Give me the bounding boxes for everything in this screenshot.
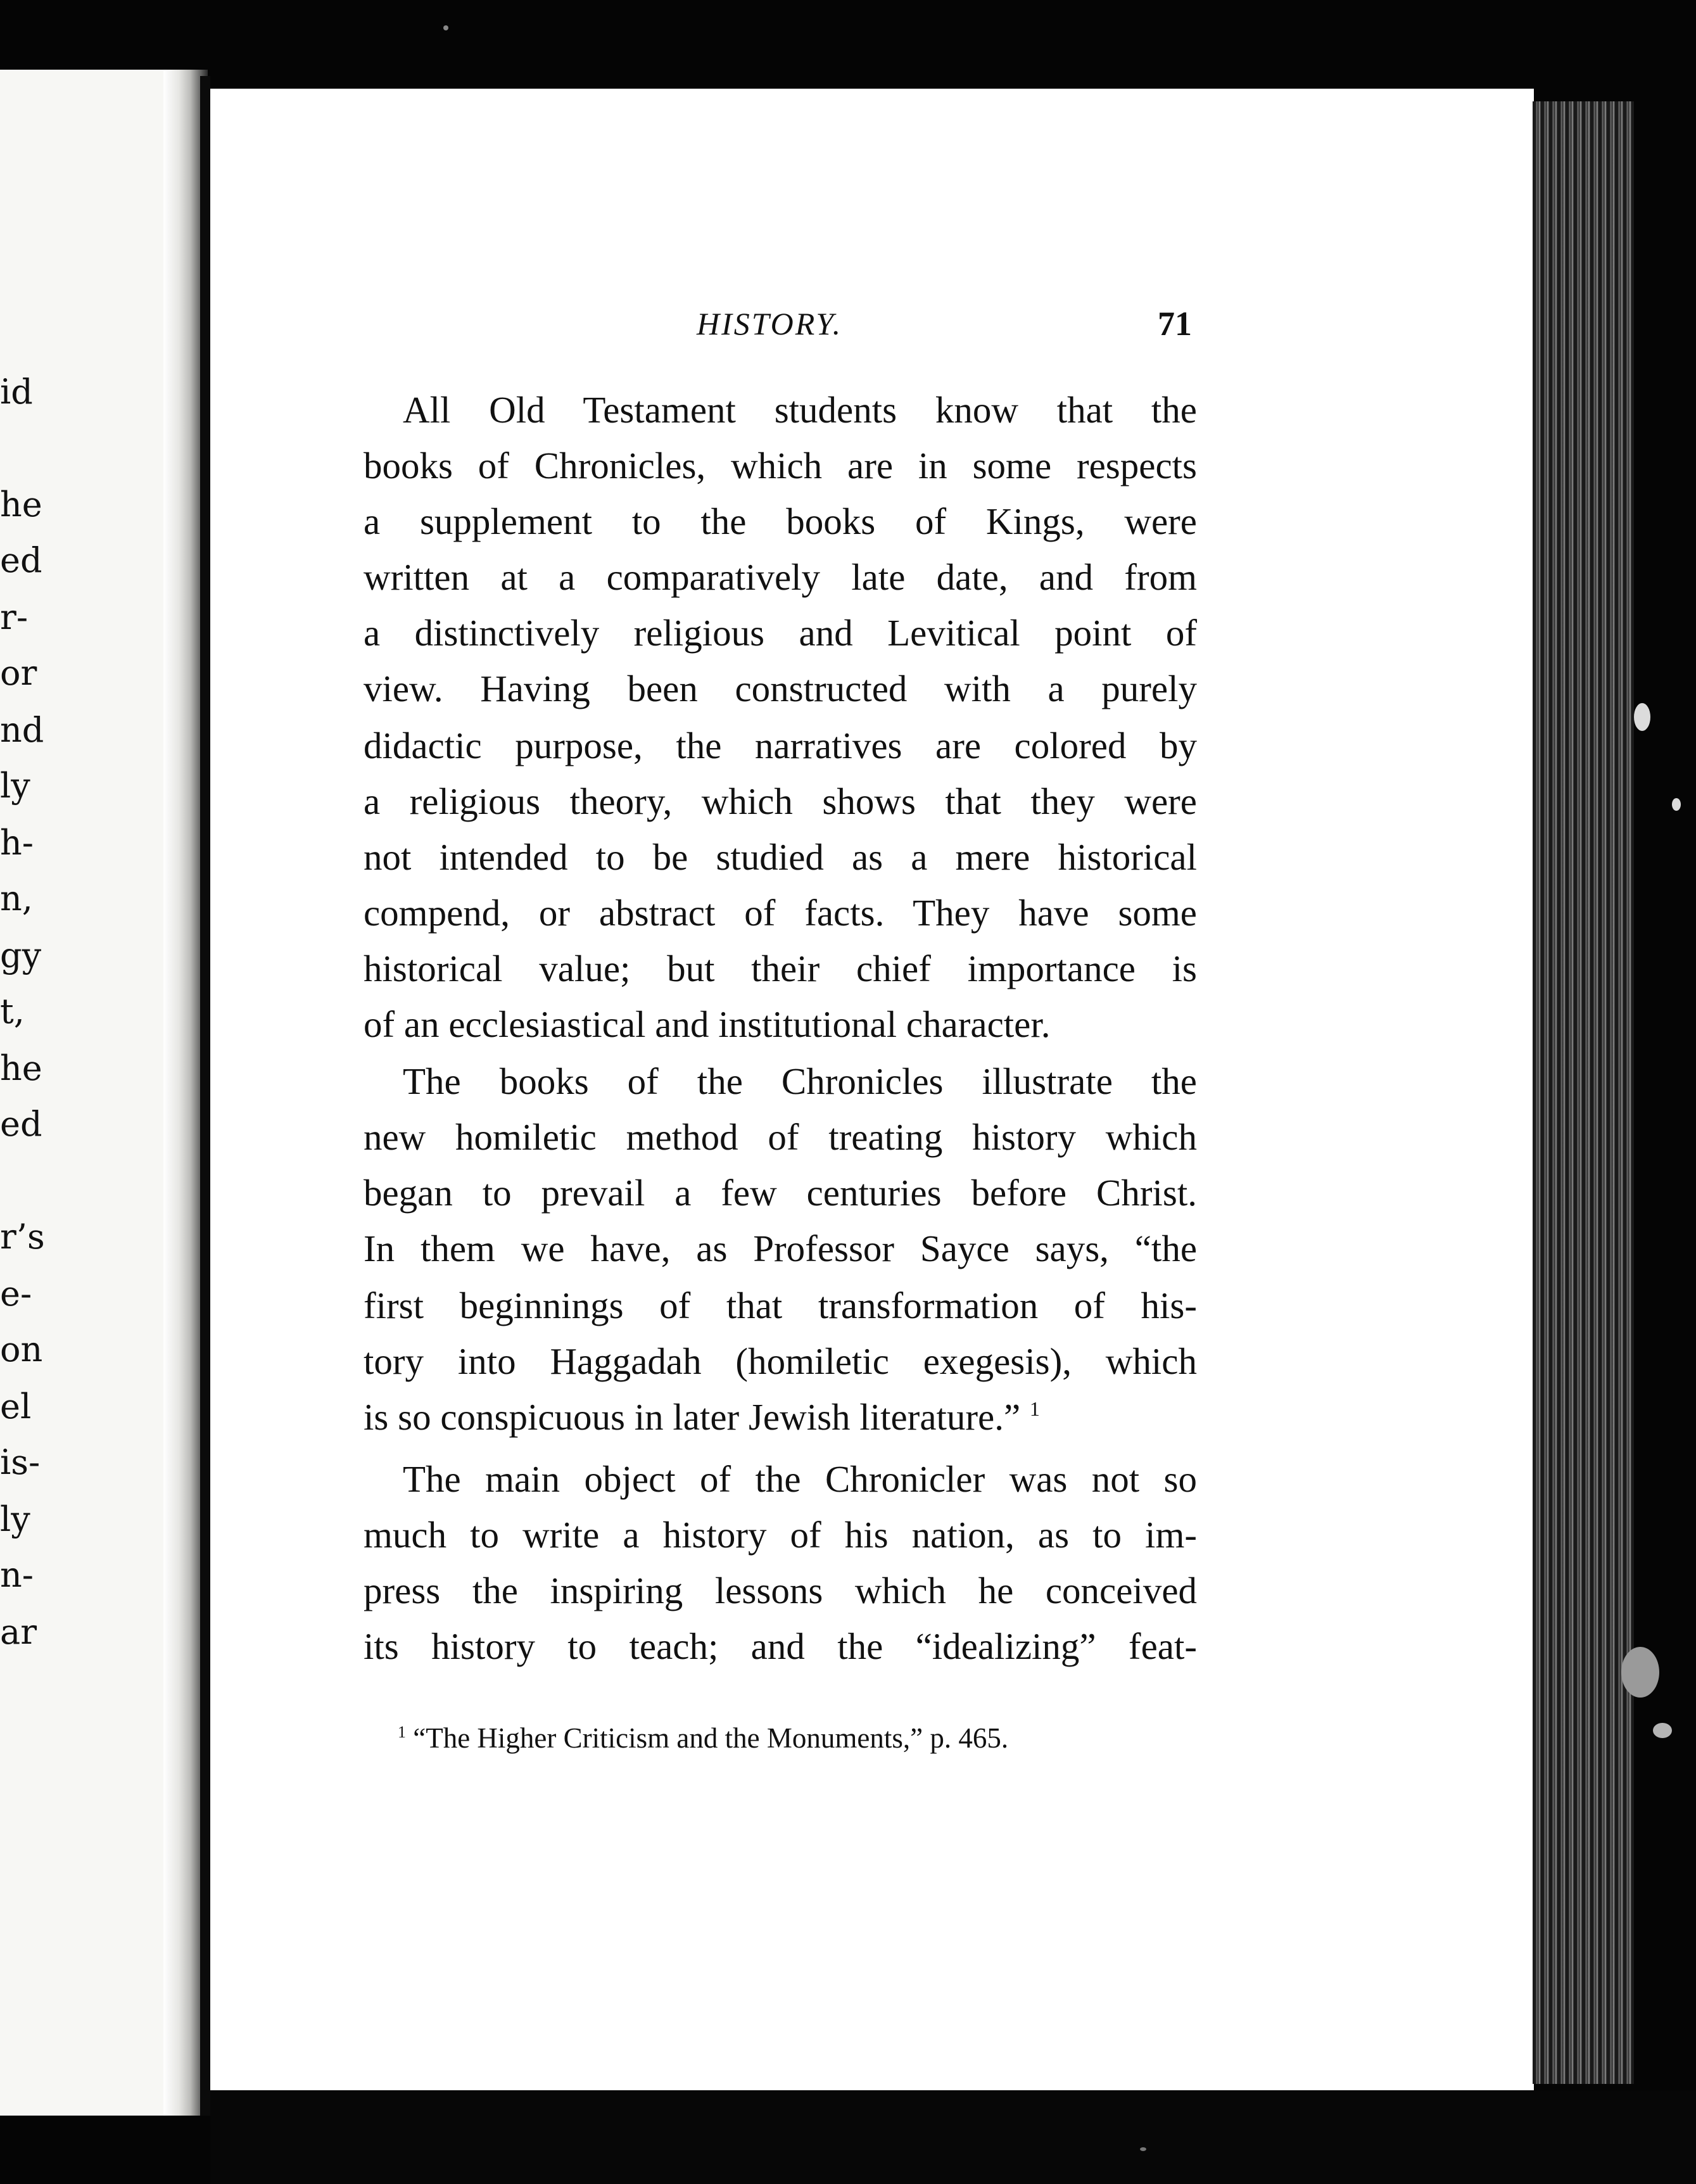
scan-border — [210, 2090, 1696, 2184]
previous-page-line-fragment: ly — [0, 766, 30, 806]
dust-speck — [1672, 798, 1681, 811]
text-line: its history to teach; and the “idealizing” feat- — [364, 1625, 1197, 1667]
previous-page-line-fragment: ed — [0, 1104, 42, 1144]
text-line: In them we have, as Professor Sayce says, “the — [364, 1228, 1197, 1269]
previous-page-line-fragment: or — [0, 653, 37, 693]
previous-page-line-fragment: ar — [0, 1612, 37, 1652]
previous-page-line-fragment: gy — [0, 936, 42, 975]
text-line: The books of the Chronicles illustrate the — [403, 1060, 1197, 1102]
footnote-reference: 1 — [1029, 1397, 1040, 1420]
previous-page-line-fragment: r- — [0, 597, 28, 637]
text-line: press the inspiring lessons which he conceived — [364, 1570, 1197, 1611]
text-line: new homiletic method of treating history which — [364, 1116, 1197, 1158]
text-line: of an ecclesiastical and institutional character. — [364, 1003, 1051, 1045]
text-line-content: is so conspicuous in later Jewish literature.” — [364, 1396, 1021, 1438]
text-line: All Old Testament students know that the — [403, 389, 1197, 431]
text-line: not intended to be studied as a mere historical — [364, 836, 1197, 878]
text-line: written at a comparatively late date, and from — [364, 556, 1197, 598]
previous-page-line-fragment: n, — [0, 879, 33, 918]
text-line: a distinctively religious and Levitical point of — [364, 612, 1197, 654]
dust-speck — [443, 25, 448, 30]
text-line: a supplement to the books of Kings, were — [364, 500, 1197, 542]
page-number: 71 — [1158, 305, 1192, 343]
footnote-text: “The Higher Criticism and the Monuments,” p. 465. — [413, 1722, 1009, 1754]
previous-page-line-fragment: t, — [0, 991, 25, 1031]
text-line: compend, or abstract of facts. They have some — [364, 892, 1197, 934]
previous-page-line-fragment: el — [0, 1387, 32, 1426]
previous-page-line-fragment: n- — [0, 1555, 34, 1595]
previous-page-line-fragment: e- — [0, 1274, 32, 1314]
previous-page-line-fragment: he — [0, 1048, 42, 1088]
text-line: a religious theory, which shows that they were — [364, 780, 1197, 822]
previous-page-line-fragment: id — [0, 372, 33, 412]
text-line: books of Chronicles, which are in some respects — [364, 445, 1197, 486]
footnote — [398, 1722, 1008, 1755]
previous-page-line-fragment: r’s — [0, 1217, 45, 1257]
text-line — [364, 1396, 1197, 1438]
dust-speck — [1621, 1647, 1659, 1698]
dust-speck — [1140, 2147, 1146, 2151]
text-line: much to write a history of his nation, as to im- — [364, 1514, 1197, 1556]
text-line: view. Having been constructed with a purely — [364, 668, 1197, 709]
previous-page-line-fragment: on — [0, 1330, 43, 1369]
text-line: first beginnings of that transformation of his- — [364, 1285, 1197, 1326]
text-line: began to prevail a few centuries before Christ. — [364, 1172, 1197, 1214]
text-line: tory into Haggadah (homiletic exegesis), which — [364, 1340, 1197, 1382]
previous-page — [0, 70, 190, 2116]
previous-page-line-fragment: he — [0, 485, 42, 524]
footnote-marker: 1 — [398, 1723, 406, 1741]
previous-page-line-fragment: ed — [0, 540, 42, 580]
dust-speck — [1634, 703, 1650, 731]
previous-page-line-fragment: is- — [0, 1442, 41, 1482]
text-line: historical value; but their chief importance is — [364, 948, 1197, 989]
dust-speck — [1653, 1723, 1672, 1738]
previous-page-line-fragment: nd — [0, 710, 44, 750]
previous-page-line-fragment: h- — [0, 823, 34, 863]
text-line: The main object of the Chronicler was not so — [403, 1458, 1197, 1500]
page-fore-edge — [1533, 101, 1634, 2084]
text-line: didactic purpose, the narratives are colored by — [364, 725, 1197, 766]
book-gutter — [200, 76, 210, 2116]
previous-page-line-fragment: ly — [0, 1499, 30, 1539]
running-head: HISTORY. — [697, 306, 843, 341]
